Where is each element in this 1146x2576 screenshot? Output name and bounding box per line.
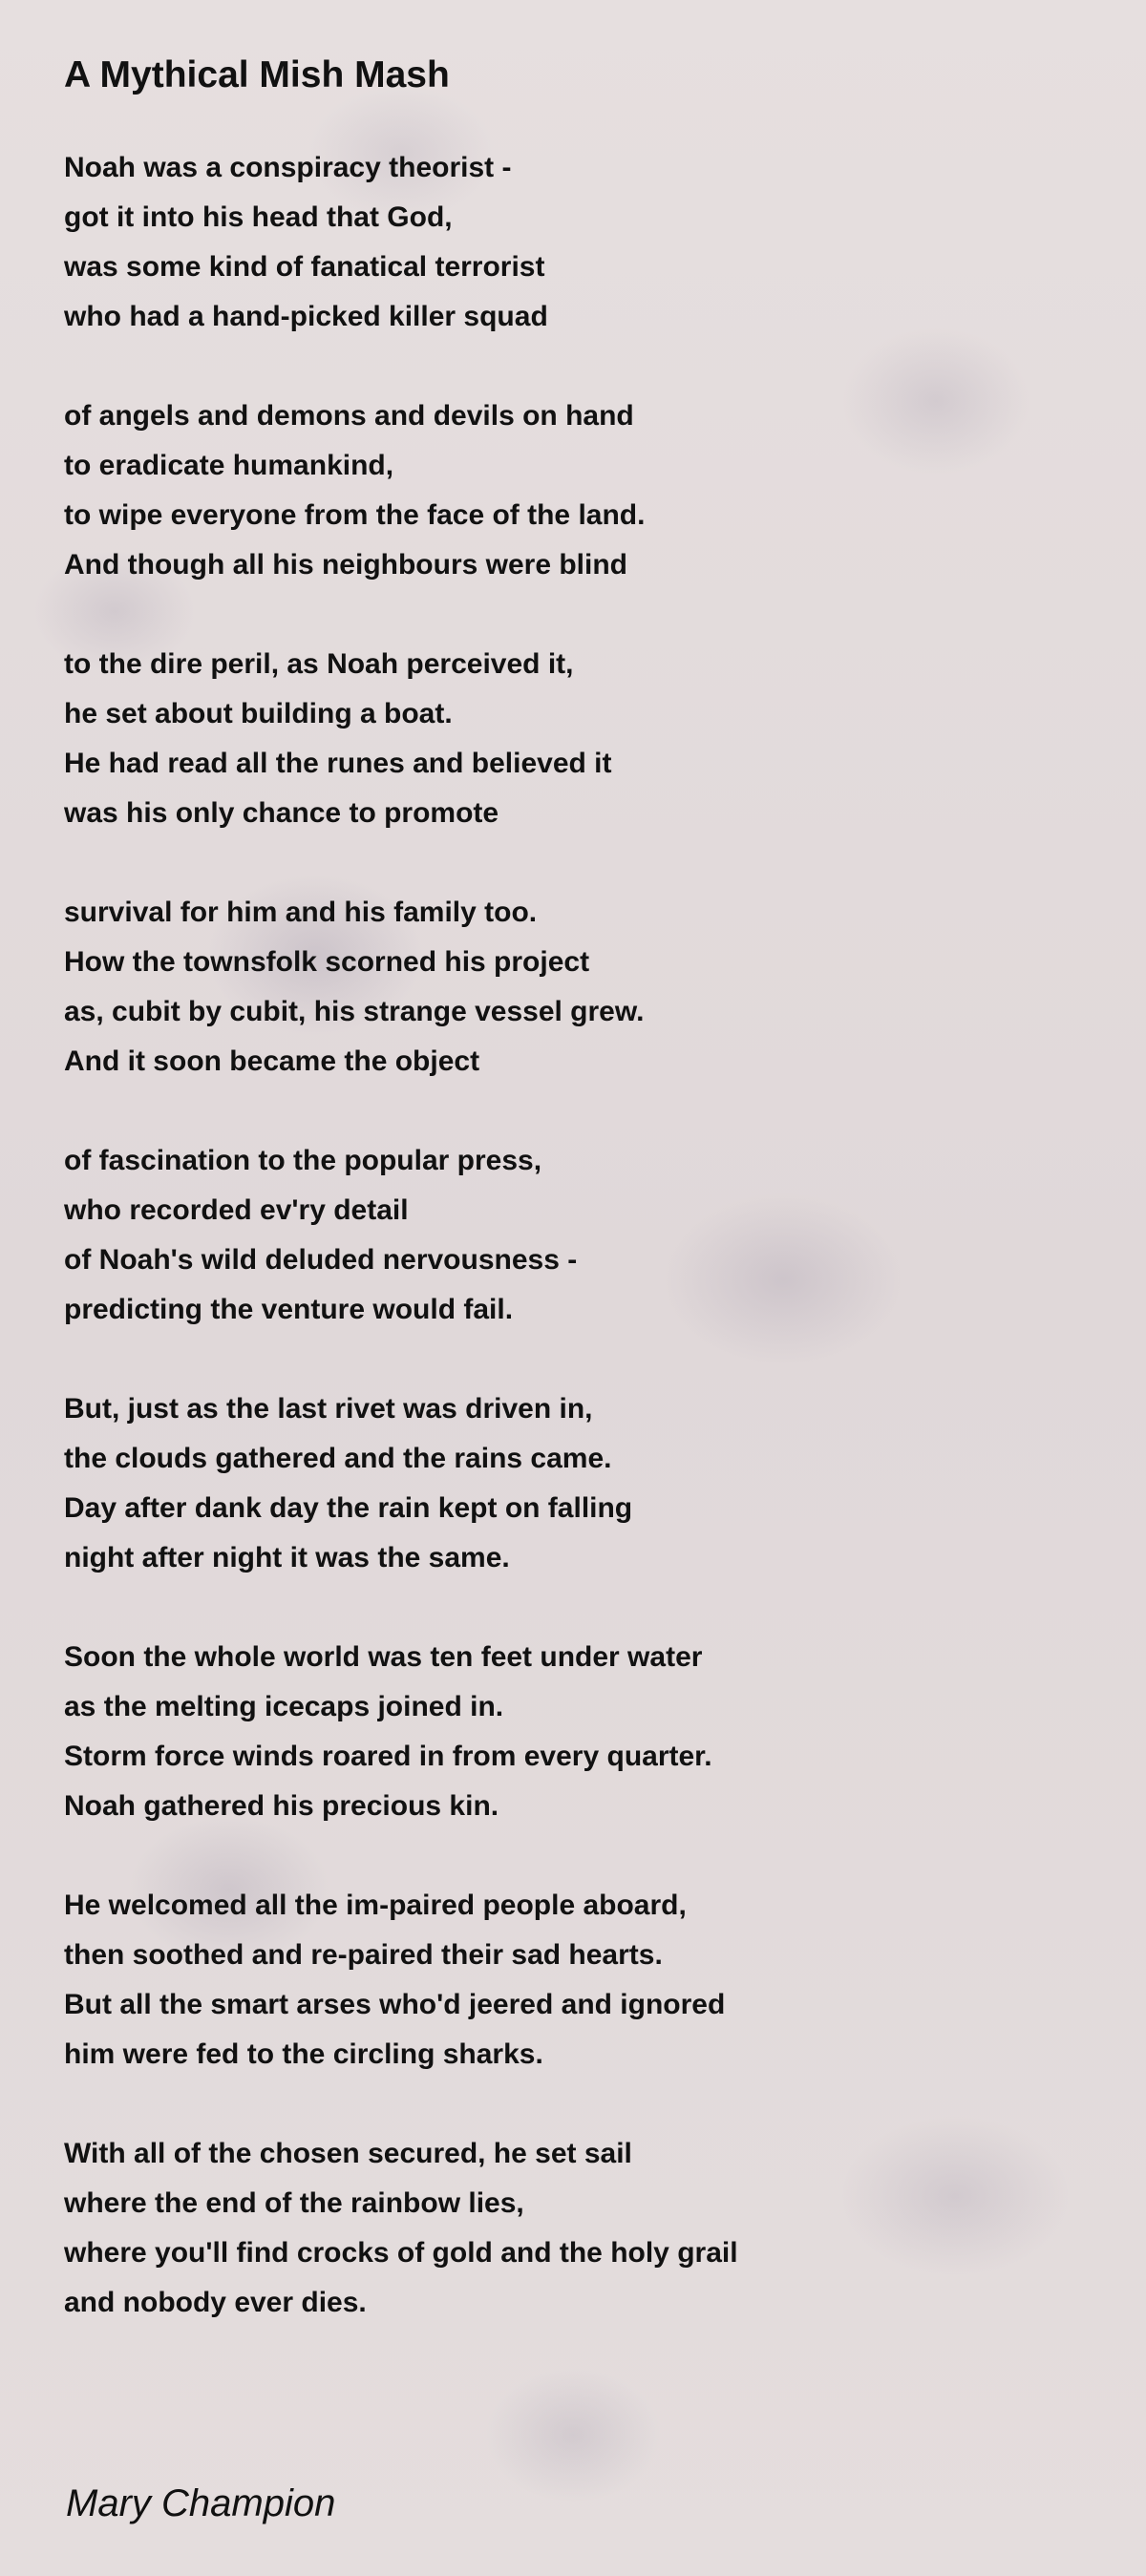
poem-line: was some kind of fanatical terrorist: [64, 251, 545, 283]
poem-line: He welcomed all the im-paired people aboard,: [64, 1890, 687, 1921]
poem-line: got it into his head that God,: [64, 201, 453, 233]
poem-line: But all the smart arses who'd jeered and ignored: [64, 1989, 726, 2020]
poem-line: he set about building a boat.: [64, 698, 453, 729]
poem-line: He had read all the runes and believed it: [64, 748, 612, 779]
poem-line: the clouds gathered and the rains came.: [64, 1443, 612, 1474]
poem-line: Storm force winds roared in from every quarter.: [64, 1741, 712, 1772]
stanza: [64, 2129, 738, 2328]
poem-line: Day after dank day the rain kept on falling: [64, 1492, 633, 1524]
stanza: [64, 640, 738, 838]
poem-line: who had a hand-picked killer squad: [64, 301, 548, 332]
stanza: [64, 1881, 738, 2080]
poem-line: How the townsfolk scorned his project: [64, 946, 590, 978]
poem-line: of fascination to the popular press,: [64, 1145, 542, 1176]
poem-line: as the melting icecaps joined in.: [64, 1691, 504, 1722]
poem-line: then soothed and re-paired their sad hearts.: [64, 1939, 663, 1971]
poem-body: [64, 143, 738, 2377]
poem-line: night after night it was the same.: [64, 1542, 510, 1573]
poem-line: was his only chance to promote: [64, 797, 499, 829]
stanza: [64, 1384, 738, 1583]
stanza: [64, 888, 738, 1087]
poem-line: who recorded ev'ry detail: [64, 1194, 409, 1226]
poem-line: as, cubit by cubit, his strange vessel grew.: [64, 996, 645, 1027]
poem-line: of angels and demons and devils on hand: [64, 400, 634, 432]
poem-line: where the end of the rainbow lies,: [64, 2187, 524, 2219]
poem-line: and nobody ever dies.: [64, 2287, 367, 2318]
poem-line: to wipe everyone from the face of the land.: [64, 499, 646, 531]
poem-line: With all of the chosen secured, he set sail: [64, 2138, 632, 2169]
poem-line: Noah was a conspiracy theorist -: [64, 152, 512, 183]
poem-line: him were fed to the circling sharks.: [64, 2038, 543, 2070]
stanza: [64, 1136, 738, 1335]
poem-line: predicting the venture would fail.: [64, 1294, 514, 1325]
poem-line: of Noah's wild deluded nervousness -: [64, 1244, 578, 1276]
poem-line: where you'll find crocks of gold and the holy grail: [64, 2237, 738, 2269]
poem-line: And though all his neighbours were blind: [64, 549, 627, 581]
poem-line: And it soon became the object: [64, 1045, 480, 1077]
poem-line: Noah gathered his precious kin.: [64, 1790, 499, 1822]
poem-line: But, just as the last rivet was driven in,: [64, 1393, 593, 1425]
stanza: [64, 391, 738, 590]
poem-line: Soon the whole world was ten feet under water: [64, 1641, 703, 1673]
stanza: [64, 143, 738, 342]
poem-author: Mary Champion: [66, 2482, 336, 2524]
poem-title: A Mythical Mish Mash: [64, 54, 450, 95]
poem-line: to eradicate humankind,: [64, 450, 394, 481]
poem-line: survival for him and his family too.: [64, 897, 538, 928]
stanza: [64, 1633, 738, 1831]
poem-line: to the dire peril, as Noah perceived it,: [64, 648, 574, 680]
